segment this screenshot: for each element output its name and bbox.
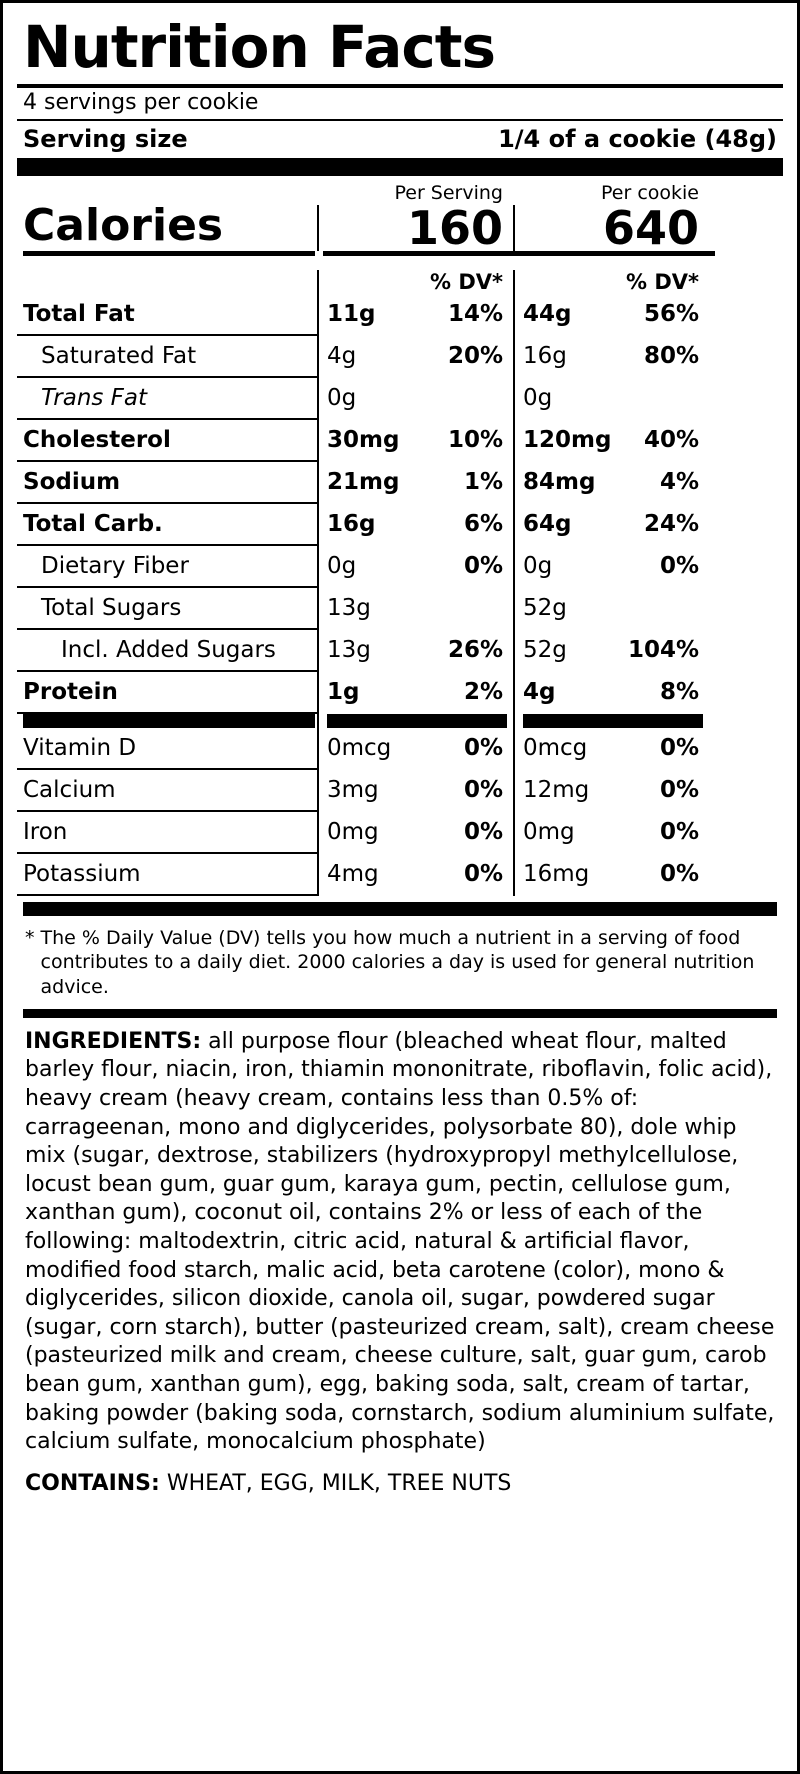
page-title: Nutrition Facts [23,13,495,81]
nutrient-daily-value: 20% [447,342,503,369]
nutrient-name: Trans Fat [17,378,317,420]
nutrient-amount: 52g [523,594,567,621]
nutrient-daily-value: 4% [659,468,699,495]
vitamin-amount: 12mg [523,776,590,803]
nutrient-col-2 [513,504,709,546]
vitamin-name: Vitamin D [17,728,317,770]
nutrient-daily-value: 1% [463,468,503,495]
nutrient-daily-value: 10% [447,426,503,453]
contains-paragraph [25,1471,775,1496]
nutrient-col-2 [513,630,709,672]
nutrient-col-2 [513,378,709,420]
nutrient-daily-value: 0% [659,552,699,579]
vitamin-col-2 [513,770,709,812]
vitamin-name: Potassium [17,854,317,896]
nutrient-amount: 84mg [523,468,596,495]
calories-value-per-cookie: 640 [513,205,709,251]
nutrient-amount: 64g [523,510,572,537]
nutrient-amount: 11g [327,300,376,327]
vitamin-col-1 [317,770,513,812]
dv-header-per-serving: % DV* [317,270,513,294]
column-header-per-serving: Per Serving [394,181,503,204]
vitamin-amount: 3mg [327,776,379,803]
nutrient-amount: 13g [327,636,371,663]
nutrient-col-2 [513,546,709,588]
dv-header-per-cookie: % DV* [513,270,709,294]
nutrient-amount: 4g [523,678,556,705]
divider-servings [17,119,783,121]
calories-value-per-serving: 160 [317,205,513,251]
nutrient-name: Sodium [17,462,317,504]
table-row [17,630,783,672]
nutrient-col-1 [317,672,513,714]
vitamin-col-2 [513,728,709,770]
nutrient-daily-value: 8% [659,678,699,705]
nutrient-col-1 [317,504,513,546]
nutrient-name: Saturated Fat [17,336,317,378]
divider-band-protein [17,714,783,728]
vitamin-col-1 [317,854,513,896]
vitamin-daily-value: 0% [463,734,503,761]
table-row [17,546,783,588]
divider-title [17,84,783,88]
nutrient-amount: 4g [327,342,357,369]
nutrient-daily-value: 24% [643,510,699,537]
ingredients-paragraph [25,1028,775,1457]
table-row [17,294,783,336]
nutrient-daily-value: 14% [447,300,503,327]
vitamin-name: Calcium [17,770,317,812]
vitamin-amount: 0mg [523,818,575,845]
vitamin-amount: 0mcg [523,734,588,761]
nutrient-daily-value: 2% [463,678,503,705]
nutrient-amount: 16g [523,342,567,369]
nutrient-col-1 [317,420,513,462]
divider-heavy-top [17,158,783,176]
nutrient-amount: 0g [327,552,357,579]
nutrient-daily-value: 40% [643,426,699,453]
vitamin-amount: 16mg [523,860,590,887]
serving-size-row [23,125,777,153]
table-row [17,588,783,630]
vitamin-table [17,728,783,896]
nutrient-col-2 [513,672,709,714]
table-row [17,336,783,378]
nutrient-col-2 [513,588,709,630]
vitamin-col-2 [513,854,709,896]
serving-size-label: Serving size [23,124,188,153]
table-row [17,504,783,546]
nutrient-amount: 120mg [523,426,612,453]
vitamin-name: Iron [17,812,317,854]
table-row [17,420,783,462]
nutrient-name: Total Carb. [17,504,317,546]
table-row [17,812,783,854]
vitamin-daily-value: 0% [659,860,699,887]
nutrient-daily-value: 56% [643,300,699,327]
vitamin-daily-value: 0% [463,818,503,845]
nutrient-col-1 [317,378,513,420]
vitamin-daily-value: 0% [659,734,699,761]
serving-size-value: 1/4 of a cookie (48g) [498,124,777,153]
nutrient-col-1 [317,294,513,336]
nutrient-name: Total Fat [17,294,317,336]
nutrient-amount: 30mg [327,426,400,453]
table-row [17,854,783,896]
nutrient-table [17,294,783,714]
calories-row [17,199,783,255]
table-row [17,672,783,714]
table-row [17,462,783,504]
nutrient-name: Protein [17,672,317,714]
nutrient-amount: 44g [523,300,572,327]
vitamin-amount: 0mg [327,818,379,845]
nutrient-col-2 [513,462,709,504]
nutrient-daily-value: 80% [643,342,699,369]
table-row [17,728,783,770]
divider-calories [17,251,783,256]
nutrient-daily-value: 104% [627,636,699,663]
vitamin-amount: 0mcg [327,734,392,761]
vitamin-daily-value: 0% [659,776,699,803]
table-row [17,770,783,812]
vitamin-col-1 [317,728,513,770]
dv-header-row [17,270,783,294]
vitamin-daily-value: 0% [659,818,699,845]
nutrient-amount: 52g [523,636,567,663]
nutrient-col-1 [317,336,513,378]
contains-text: WHEAT, EGG, MILK, TREE NUTS [159,1470,512,1496]
vitamin-daily-value: 0% [463,776,503,803]
footnote [25,926,775,999]
nutrient-daily-value: 0% [463,552,503,579]
nutrient-col-1 [317,630,513,672]
contains-heading: CONTAINS: [25,1470,160,1496]
vitamin-amount: 4mg [327,860,379,887]
nutrient-col-1 [317,462,513,504]
nutrient-col-2 [513,336,709,378]
nutrient-name: Total Sugars [17,588,317,630]
nutrient-col-2 [513,420,709,462]
vitamin-col-1 [317,812,513,854]
nutrient-amount: 0g [523,384,553,411]
nutrient-amount: 16g [327,510,376,537]
vitamin-col-2 [513,812,709,854]
ingredients-heading: INGREDIENTS: [25,1028,202,1054]
ingredients-text: all purpose flour (bleached wheat flour, malted barley flour, niacin, iron, thiamin mononitrate, riboflavin, folic acid), heavy cream (heavy cream, contains less than 0.5% of: carrageenan, mono and diglycerides, polysorbate 80), dole whip mix (sugar, dextrose, stabilizers (hydroxypropyl methylcellulose, locust bean gum, guar gum, karaya gum, pectin, cellulose gum, xanthan gum), coconut oil, contains 2% or less of each of the following: maltodextrin, citric acid, natural & artificial flavor, modified food starch, malic acid, beta carotene (color), mono & diglycerides, silicon dioxide, canola oil, sugar, powdered sugar (sugar, corn starch), butter (pasteurized cream, salt), cream cheese (pasteurized milk and cream, cheese culture, salt, guar gum, carob bean gum, xanthan gum), egg, baking soda, salt, cream of tartar, baking powder (baking soda, cornstarch, sodium aluminium sulfate, calcium sulfate, monocalcium phosphate) [25,1028,775,1455]
nutrient-name: Incl. Added Sugars [17,630,317,672]
nutrient-amount: 0g [523,552,553,579]
nutrient-name: Cholesterol [17,420,317,462]
nutrient-col-1 [317,546,513,588]
vitamin-daily-value: 0% [463,860,503,887]
servings-per-container: 4 servings per cookie [23,89,259,115]
calories-label: Calories [23,199,224,251]
nutrient-daily-value: 6% [463,510,503,537]
nutrient-amount: 21mg [327,468,400,495]
nutrient-amount: 13g [327,594,371,621]
column-header-per-cookie: Per cookie [601,181,699,204]
nutrient-amount: 1g [327,678,360,705]
nutrient-daily-value: 26% [447,636,503,663]
divider-ingredients [23,1009,777,1018]
nutrient-amount: 0g [327,384,357,411]
footnote-text: The % Daily Value (DV) tells you how much a nutrient in a serving of food contributes to a daily diet. 2000 calories a day is used for general nutrition advice. [40,926,755,998]
nutrient-col-1 [317,588,513,630]
nutrient-col-2 [513,294,709,336]
table-row [17,378,783,420]
nutrient-name: Dietary Fiber [17,546,317,588]
footnote-star: * [25,926,35,949]
divider-band-bottom [23,902,777,916]
